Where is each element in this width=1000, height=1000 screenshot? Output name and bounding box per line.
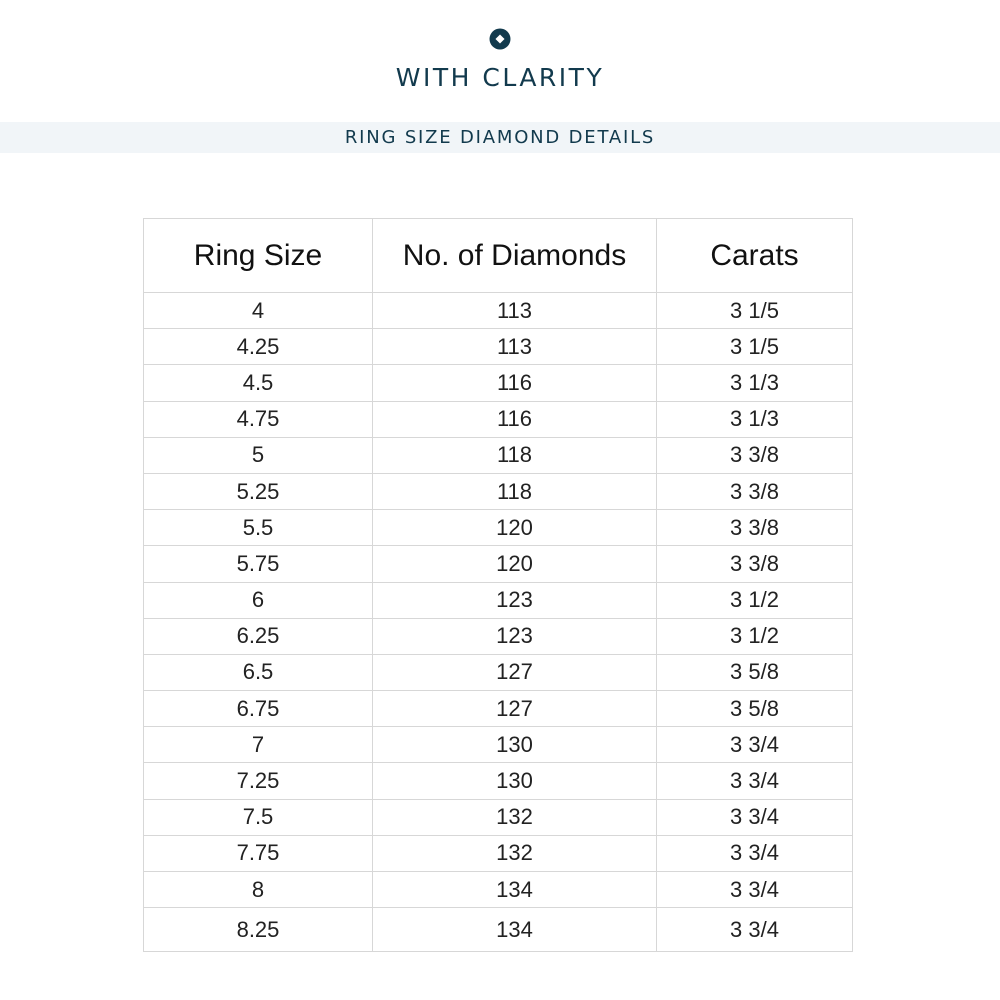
cell-ring-size: 7.5 (144, 799, 373, 835)
cell-carats: 3 1/5 (657, 293, 853, 329)
cell-ring-size: 6.5 (144, 654, 373, 690)
table-row (144, 437, 853, 473)
header-no-of-diamonds: No. of Diamonds (373, 219, 657, 293)
header-carats: Carats (657, 219, 853, 293)
header-ring-size: Ring Size (144, 219, 373, 293)
table-row (144, 654, 853, 690)
cell-no-of-diamonds: 116 (373, 401, 657, 437)
cell-no-of-diamonds: 134 (373, 908, 657, 952)
cell-ring-size: 6.25 (144, 618, 373, 654)
cell-ring-size: 4.75 (144, 401, 373, 437)
cell-ring-size: 8.25 (144, 908, 373, 952)
cell-no-of-diamonds: 123 (373, 582, 657, 618)
table-row (144, 401, 853, 437)
table-row (144, 329, 853, 365)
table-header-row (144, 219, 853, 293)
cell-no-of-diamonds: 120 (373, 510, 657, 546)
cell-no-of-diamonds: 123 (373, 618, 657, 654)
cell-carats: 3 3/8 (657, 437, 853, 473)
table-row (144, 691, 853, 727)
ring-size-table (143, 218, 853, 952)
cell-no-of-diamonds: 113 (373, 329, 657, 365)
table-body (144, 293, 853, 952)
cell-carats: 3 3/8 (657, 546, 853, 582)
table-row (144, 510, 853, 546)
cell-no-of-diamonds: 132 (373, 799, 657, 835)
cell-ring-size: 5.5 (144, 510, 373, 546)
cell-carats: 3 3/4 (657, 727, 853, 763)
cell-ring-size: 4.25 (144, 329, 373, 365)
brand-name: WITH CLARITY (395, 63, 605, 92)
cell-no-of-diamonds: 130 (373, 763, 657, 799)
table-row (144, 582, 853, 618)
cell-ring-size: 6 (144, 582, 373, 618)
table-row (144, 365, 853, 401)
cell-carats: 3 1/3 (657, 401, 853, 437)
table-row (144, 727, 853, 763)
cell-carats: 3 3/4 (657, 872, 853, 908)
cell-ring-size: 7.25 (144, 763, 373, 799)
cell-carats: 3 3/8 (657, 473, 853, 509)
cell-no-of-diamonds: 118 (373, 437, 657, 473)
cell-ring-size: 8 (144, 872, 373, 908)
table-row (144, 763, 853, 799)
table-row (144, 546, 853, 582)
cell-ring-size: 4 (144, 293, 373, 329)
cell-ring-size: 7.75 (144, 835, 373, 871)
table-row (144, 908, 853, 952)
table-row (144, 799, 853, 835)
cell-no-of-diamonds: 127 (373, 691, 657, 727)
cell-carats: 3 5/8 (657, 654, 853, 690)
table-row (144, 618, 853, 654)
cell-no-of-diamonds: 132 (373, 835, 657, 871)
cell-ring-size: 6.75 (144, 691, 373, 727)
cell-ring-size: 5 (144, 437, 373, 473)
table-row (144, 872, 853, 908)
cell-ring-size: 5.75 (144, 546, 373, 582)
cell-no-of-diamonds: 120 (373, 546, 657, 582)
cell-carats: 3 3/4 (657, 908, 853, 952)
cell-carats: 3 3/4 (657, 835, 853, 871)
cell-carats: 3 5/8 (657, 691, 853, 727)
cell-carats: 3 1/3 (657, 365, 853, 401)
cell-carats: 3 3/8 (657, 510, 853, 546)
cell-no-of-diamonds: 113 (373, 293, 657, 329)
cell-carats: 3 3/4 (657, 799, 853, 835)
table-row (144, 473, 853, 509)
cell-ring-size: 7 (144, 727, 373, 763)
diamond-circle-icon (489, 28, 511, 50)
cell-no-of-diamonds: 116 (373, 365, 657, 401)
cell-carats: 3 1/2 (657, 618, 853, 654)
cell-no-of-diamonds: 130 (373, 727, 657, 763)
table-row (144, 293, 853, 329)
cell-no-of-diamonds: 118 (373, 473, 657, 509)
section-title: RING SIZE DIAMOND DETAILS (344, 127, 656, 148)
cell-ring-size: 4.5 (144, 365, 373, 401)
table-row (144, 835, 853, 871)
cell-carats: 3 3/4 (657, 763, 853, 799)
cell-no-of-diamonds: 127 (373, 654, 657, 690)
cell-no-of-diamonds: 134 (373, 872, 657, 908)
cell-carats: 3 1/5 (657, 329, 853, 365)
cell-ring-size: 5.25 (144, 473, 373, 509)
cell-carats: 3 1/2 (657, 582, 853, 618)
